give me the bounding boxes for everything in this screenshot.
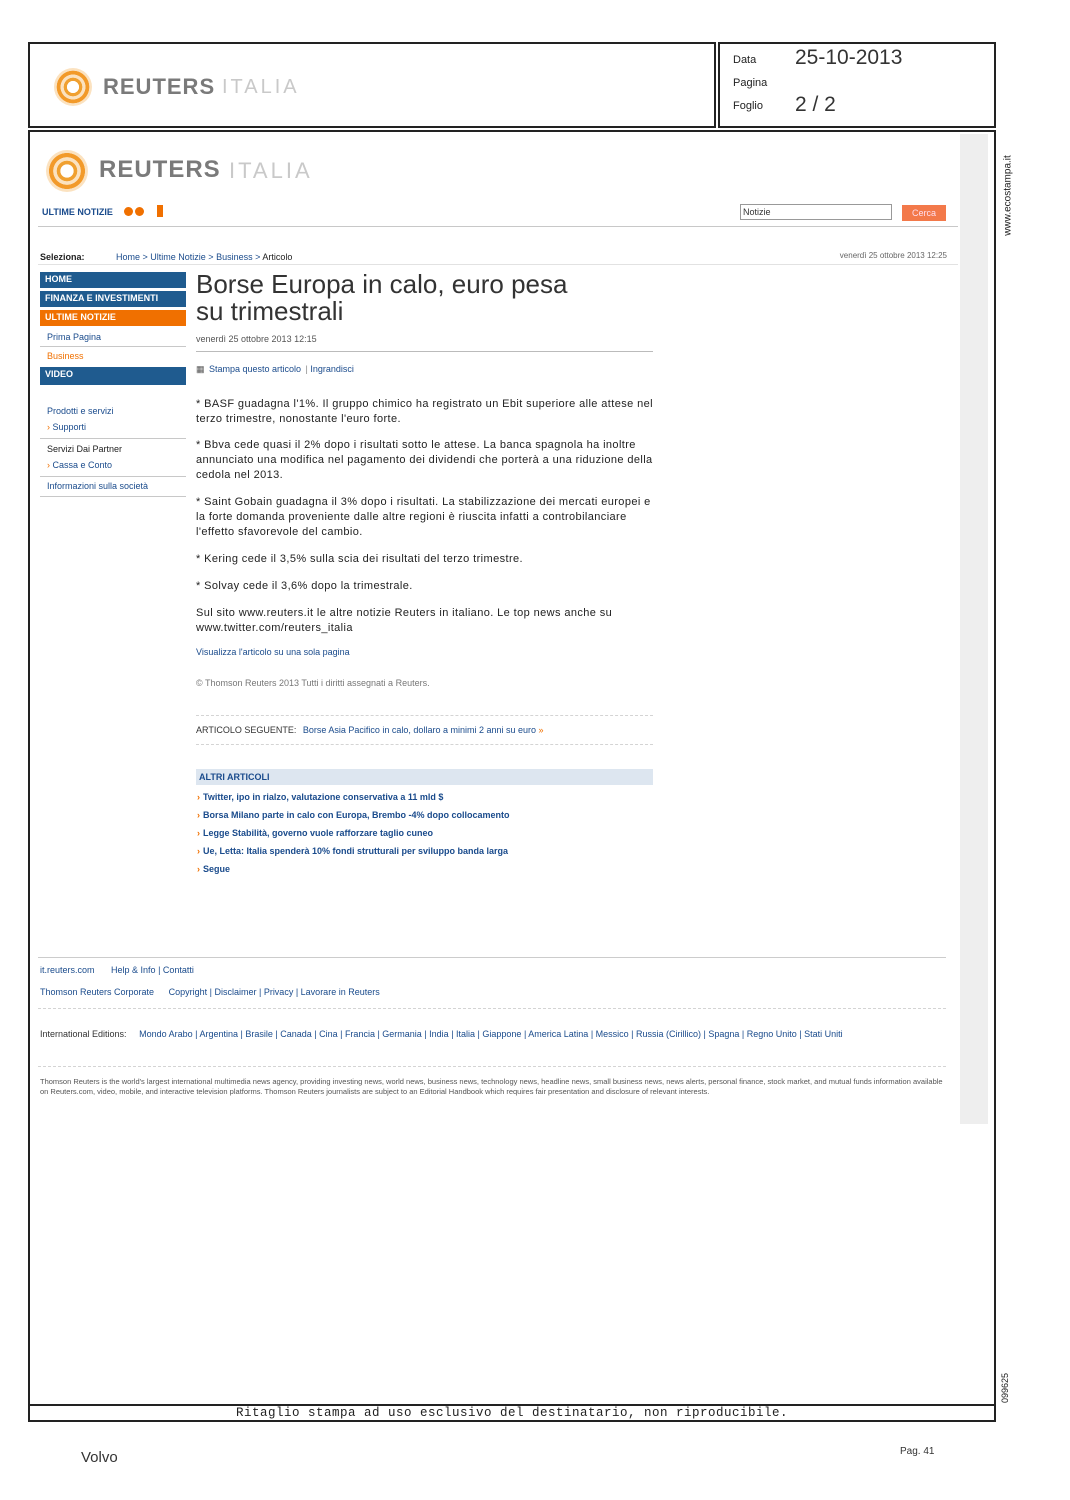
next-arrow-icon: » — [538, 725, 544, 735]
other-article-1[interactable]: › Twitter, ipo in rialzo, valutazione conservativa a 11 mld $ — [197, 792, 444, 802]
footer-help-link[interactable]: Help & Info — [111, 965, 156, 975]
article-title-line-1: Borse Europa in calo, euro pesa — [196, 269, 568, 299]
other-articles-title: ALTRI ARTICOLI — [199, 772, 270, 782]
editions-label: International Editions: — [40, 1029, 127, 1039]
sheet-label: Foglio — [733, 100, 763, 112]
article-date-divider — [196, 351, 653, 352]
breadcrumb-latest[interactable]: Ultime Notizie — [150, 252, 206, 262]
nav-separator — [40, 496, 186, 497]
article-paragraph-1: * BASF guadagna l'1%. Il gruppo chimico ha registrato un Ebit superiore alle attese nel terzo trimestre, nonostante l'euro forte. — [196, 398, 653, 425]
edition-link[interactable]: Regno Unito — [746, 1029, 797, 1039]
site-brand-sub: ITALIA — [229, 158, 313, 183]
footer-careers-link[interactable]: Lavorare in Reuters — [300, 987, 380, 997]
next-article-label: ARTICOLO SEGUENTE: — [196, 725, 297, 735]
breadcrumb-home[interactable]: Home — [116, 252, 141, 262]
article-copyright: © Thomson Reuters 2013 Tutti i diritti assegnati a Reuters. — [196, 678, 430, 688]
edition-link[interactable]: Giappone — [482, 1029, 522, 1039]
other-article-2[interactable]: › Borsa Milano parte in calo con Europa, Brembo -4% dopo collocamento — [197, 810, 510, 820]
search-input[interactable]: Notizie — [743, 207, 771, 217]
next-article-top-rule — [196, 715, 653, 716]
breadcrumb-divider — [38, 264, 958, 265]
nav-separator — [40, 438, 186, 439]
side-code-text: 099625 — [1000, 1372, 1010, 1404]
print-icon: ▦ — [196, 364, 205, 374]
footer-about-text: Thomson Reuters is the world's largest international multimedia news agency, providing investing news, world news, business news, technology news, headline news, small business news, news alerts, personal finance, stock market, and mutual funds information available on Reuters.com, video, mobile, and interactive television platforms. Thomson Reuters journalists are subject to an Editorial Handbook which requires fair presentation and disclosure of relevant interests. — [40, 1077, 943, 1096]
site-brand: REUTERS — [99, 156, 221, 183]
footer-low-rule — [38, 1066, 946, 1067]
edition-link[interactable]: America Latina — [528, 1029, 589, 1039]
article-paragraph-2: * Bbva cede quasi il 2% dopo i risultati sotto le attese. La banca spagnola ha inoltre annunciato una modifica nel pagamento dei dividendi che porterà a una riduzione della cedola nel 2013. — [196, 439, 653, 481]
site-logo-icon — [46, 150, 88, 192]
edition-link[interactable]: Stati Uniti — [804, 1029, 843, 1039]
breadcrumb: Home > Ultime Notizie > Business > Articolo — [116, 252, 293, 262]
latest-news-dots-icon — [124, 207, 145, 217]
page-shadow-strip — [960, 134, 988, 1124]
print-link[interactable]: Stampa questo articolo — [208, 364, 302, 374]
clipping-notice: Ritaglio stampa ad uso esclusivo del destinatario, non riproducibile. — [235, 1406, 789, 1420]
article-paragraph-3: * Saint Gobain guadagna il 3% dopo i risultati. La stabilizzazione dei mercati europei e la forte domanda proveniente dalle altre regioni è riuscita infatti a controbilanciare l'effetto sfavorevole del cambio. — [196, 496, 651, 538]
article-paragraph-4: * Kering cede il 3,5% sulla scia dei risultati del terzo trimestre. — [196, 553, 523, 565]
footer-editions: International Editions: Mondo Arabo | Argentina | Brasile | Canada | Cina | Francia | Germania | India | Italia | Giappone | America Latina | Messico | Russia (Cirillico) | Spagna | Regno Unito | Stati Uniti — [40, 1029, 843, 1039]
nav-support[interactable]: › Supporti — [47, 422, 87, 432]
footer-links-2: Thomson Reuters Corporate Copyright | Disclaimer | Privacy | Lavorare in Reuters — [40, 987, 380, 997]
next-article — [196, 725, 544, 735]
header-brand: REUTERS — [103, 74, 216, 99]
page-label: Pagina — [733, 77, 768, 89]
edition-link[interactable]: Brasile — [245, 1029, 273, 1039]
next-article-link[interactable]: Borse Asia Pacifico in calo, dollaro a minimi 2 anni su euro — [302, 725, 536, 735]
font-size-link[interactable]: Ingrandisci — [310, 364, 354, 374]
breadcrumb-article: Articolo — [262, 252, 293, 262]
footer-disclaimer-link[interactable]: Disclaimer — [214, 987, 257, 997]
reuters-logo-icon — [54, 68, 92, 106]
single-page-link[interactable]: Visualizza l'articolo su una sola pagina — [196, 647, 350, 657]
bottom-left-label: Volvo — [81, 1449, 118, 1466]
date-value: 25-10-2013 — [795, 46, 903, 69]
sheet-value: 2 / 2 — [795, 93, 836, 116]
footer-home-link[interactable]: it.reuters.com — [40, 965, 95, 975]
article-date: venerdì 25 ottobre 2013 12:15 — [196, 334, 317, 344]
article-title — [196, 271, 666, 325]
bottom-page-number: Pag. 41 — [900, 1446, 935, 1457]
edition-link[interactable]: Argentina — [199, 1029, 238, 1039]
nav-products[interactable]: Prodotti e servizi — [47, 406, 114, 416]
nav-finance[interactable]: FINANZA E INVESTIMENTI — [40, 291, 186, 307]
side-site-text: www.ecostampa.it — [1002, 155, 1014, 236]
date-label: Data — [733, 54, 757, 66]
edition-link[interactable]: Messico — [595, 1029, 629, 1039]
header-brand-sub: ITALIA — [222, 76, 300, 98]
breadcrumb-timestamp: venerdì 25 ottobre 2013 12:25 — [839, 251, 947, 260]
footer-mid-rule — [38, 1008, 946, 1009]
footer-privacy-link[interactable]: Privacy — [263, 987, 294, 997]
nav-home[interactable]: HOME — [40, 272, 186, 288]
breadcrumb-business[interactable]: Business — [216, 252, 253, 262]
other-article-3[interactable]: › Legge Stabilità, governo vuole rafforzare taglio cuneo — [197, 828, 434, 838]
nav-separator — [40, 346, 186, 347]
article-title-line-2: su trimestrali — [196, 296, 344, 326]
article-paragraph-5: * Solvay cede il 3,6% dopo la trimestrale. — [196, 580, 413, 592]
edition-link[interactable]: Canada — [280, 1029, 312, 1039]
footer-contacts-link[interactable]: Contatti — [162, 965, 194, 975]
edition-link[interactable]: India — [429, 1029, 449, 1039]
footer-corporate-link[interactable]: Thomson Reuters Corporate — [40, 987, 155, 997]
nav-partner-link[interactable]: › Cassa e Conto — [47, 460, 113, 470]
nav-partner[interactable]: Servizi Dai Partner — [47, 444, 123, 454]
nav-business[interactable]: Business — [47, 351, 84, 361]
article-tools: ▦ Stampa questo articolo | Ingrandisci — [196, 364, 354, 374]
search-button[interactable]: Cerca — [902, 205, 946, 221]
edition-link[interactable]: Germania — [382, 1029, 422, 1039]
footer-links-1: it.reuters.com Help & Info | Contatti — [40, 965, 194, 975]
edition-link[interactable]: Italia — [456, 1029, 476, 1039]
latest-news-link[interactable]: ULTIME NOTIZIE — [42, 207, 113, 217]
nav-video[interactable]: VIDEO — [40, 367, 186, 385]
nav-separator — [40, 476, 186, 477]
edition-link[interactable]: Spagna — [708, 1029, 740, 1039]
next-article-bottom-rule — [196, 744, 653, 745]
other-article-more[interactable]: › Segue — [197, 864, 231, 874]
article-paragraph-6: Sul sito www.reuters.it le altre notizie Reuters in italiano. Le top news anche su www.twitter.com/reuters_italia — [196, 607, 613, 634]
edition-link[interactable]: Russia (Cirillico) — [636, 1029, 702, 1039]
nav-front-page[interactable]: Prima Pagina — [47, 332, 102, 342]
nav-latest[interactable]: ULTIME NOTIZIE — [40, 310, 186, 326]
other-article-4[interactable]: › Ue, Letta: Italia spenderà 10% fondi strutturali per sviluppo banda larga — [197, 846, 509, 856]
nav-company[interactable]: Informazioni sulla società — [47, 481, 149, 491]
footer-top-rule — [38, 957, 946, 958]
edition-link[interactable]: Francia — [344, 1029, 375, 1039]
edition-link[interactable]: Mondo Arabo — [139, 1029, 193, 1039]
edition-link[interactable]: Cina — [319, 1029, 338, 1039]
latest-news-marker-icon — [157, 205, 163, 217]
footer-copyright-link[interactable]: Copyright — [168, 987, 208, 997]
breadcrumb-label: Seleziona: — [40, 252, 85, 262]
